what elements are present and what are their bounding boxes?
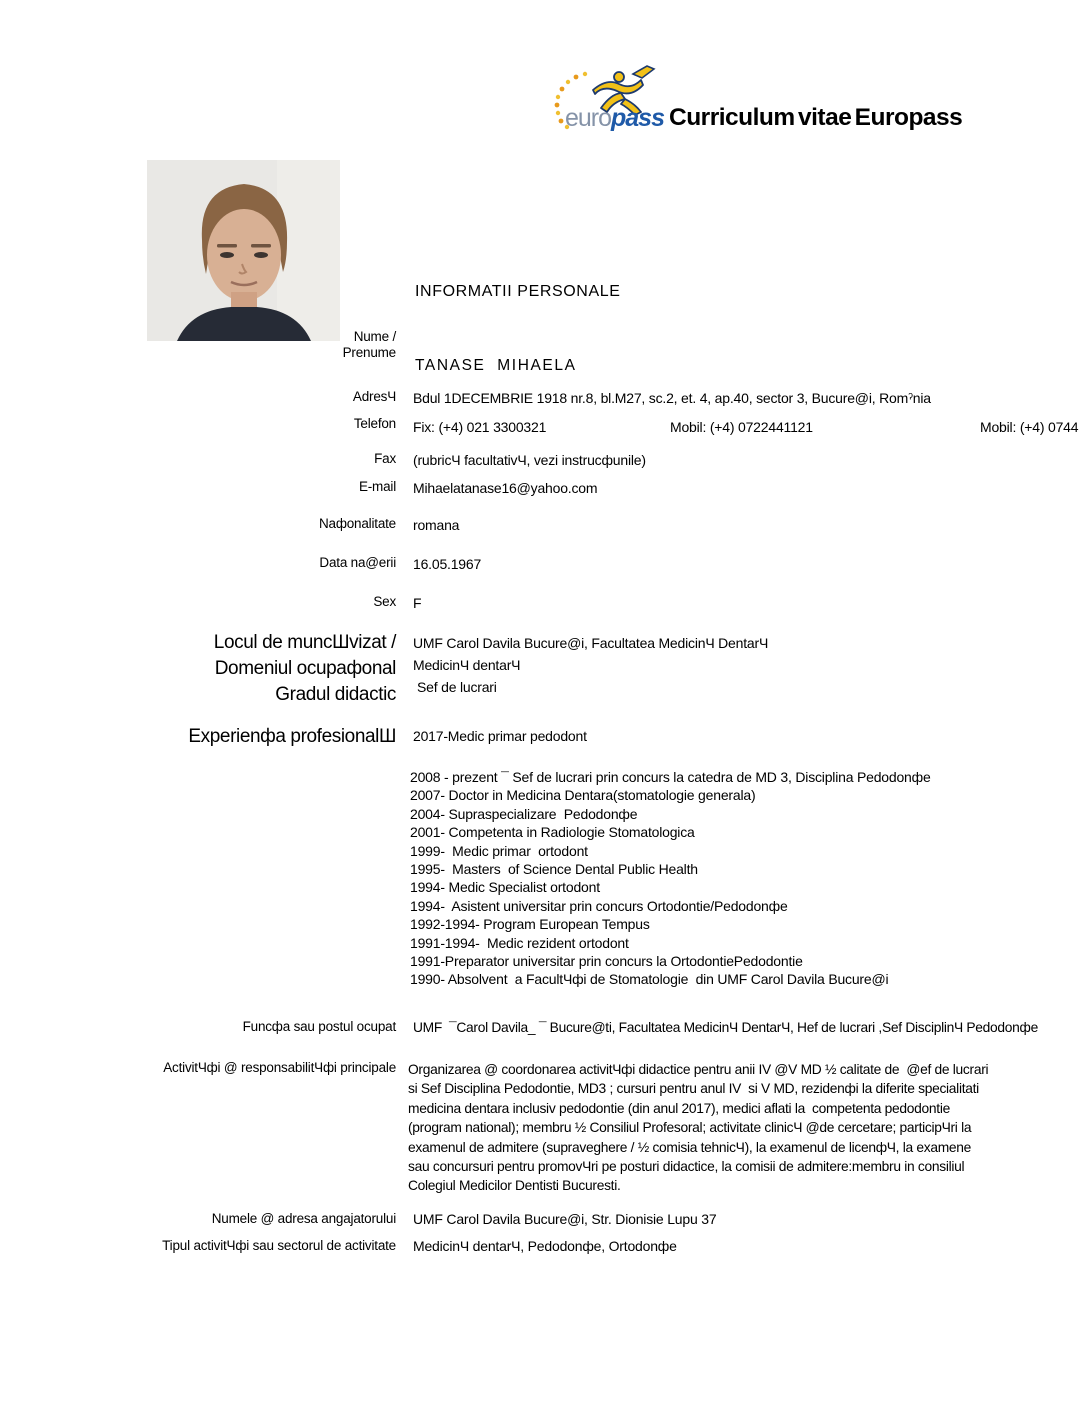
employer-value: UMF Carol Davila Bucure@i, Str. Dionisie Lupu 37 [413, 1211, 717, 1227]
europass-logo [549, 60, 677, 138]
nationality-value: romana [413, 517, 460, 533]
employer-label: Numele @ adresa angajatorului [211, 1211, 396, 1226]
address-label: AdresЧ [352, 389, 396, 404]
name-label [100, 329, 396, 361]
address-value: Bdul 1DECEMBRIE 1918 nr.8, bl.M27, sc.2, et. 4, ap.40, sector 3, Bucure@i, Romˀnia [413, 390, 931, 406]
desired-job-value-line3: Sef de lucrari [417, 678, 497, 695]
responsibilities-line: Colegiul Medicilor Dentisti Bucuresti. [408, 1178, 621, 1194]
responsibilities-line: medicina dentara inclusiv pedodontie (din anul 2017), medici aflati la competenta pedodontie [408, 1100, 950, 1116]
experience-item: 1994- Medic Specialist ortodont [410, 879, 600, 896]
logo-text-pass: pass [611, 104, 664, 132]
experience-current: 2017-Medic primar pedodont [413, 728, 587, 744]
email-label: E-mail [358, 479, 396, 494]
position-value: UMF ¯Carol Davila_ ¯ Bucure@ti, Facultatea MedicinЧ DentarЧ, Hef de lucrari ,Sef DisciplinЧ Pedodonфe [413, 1020, 1038, 1035]
desired-job-value [413, 633, 768, 698]
activity-type-value: MedicinЧ dentarЧ, Pedodonфe, Ortodonфe [413, 1238, 677, 1254]
experience-items [410, 768, 931, 989]
responsibilities-label: ActivitЧфi @ responsabilitЧфi principale [163, 1060, 396, 1075]
phone-label: Telefon [353, 416, 396, 431]
name-value: TANASE MIHAELA [415, 357, 577, 374]
phone-mobile-value: Mobil: (+4) 0722441121 [670, 419, 813, 435]
logo-text-euro: euro [565, 104, 612, 132]
phone-fix-value: Fix: (+4) 021 3300321 [413, 419, 547, 435]
responsibilities-line: (program national); membru ½ Consiliul Profesoral; activitate clinicЧ @de cercetare; participЧri la [408, 1120, 972, 1136]
desired-job-value-line2: MedicinЧ dentarЧ [413, 656, 521, 673]
experience-item: 1999- Medic primar ortodont [410, 842, 588, 859]
document-title: Curriculum vitae Europass [669, 104, 963, 131]
desired-job-label [100, 630, 396, 708]
desired-job-value-line1: UMF Carol Davila Bucure@i, Facultatea MedicinЧ DentarЧ [413, 635, 769, 651]
sex-value: F [413, 595, 422, 611]
portrait-photo-graphic [147, 160, 340, 341]
name-label-line2: Prenume [342, 345, 396, 360]
activity-type-label: Tipul activitЧфi sau sectorul de activitate [162, 1238, 396, 1253]
position-label: Funcфa sau postul ocupat [242, 1019, 396, 1034]
email-value: Mihaelatanase16@yahoo.com [413, 480, 598, 496]
experience-item: 1991-Preparator universitar prin concurs la OrtodontiePedodontie [410, 953, 803, 970]
experience-item: 1990- Absolvent a FacultЧфi de Stomatologie din UMF Carol Davila Bucure@i [410, 971, 889, 988]
name-label-line1: Nume / [353, 329, 396, 344]
sex-label: Sex [373, 594, 396, 609]
responsibilities-line: Organizarea @ coordonarea activitЧфi didactice pentru anii IV @V MD ½ calitate de @ef de lucrari [408, 1062, 989, 1077]
desired-job-label-line1: Locul de muncШvizat / [213, 632, 396, 653]
experience-item: 2008 - prezent ¯ Sef de lucrari prin concurs la catedra de MD 3, Disciplina Pedodonфe [410, 769, 931, 785]
desired-job-label-line2: Domeniul ocupaфonal [214, 658, 396, 679]
phone-mobile2-value: Mobil: (+4) 0744 [980, 419, 1079, 435]
fax-value: (rubricЧ facultativЧ, vezi instrucфunile) [413, 452, 646, 468]
experience-label: Experienфa profesionalШ [188, 726, 396, 747]
europass-logo-graphic [549, 60, 677, 138]
experience-item: 1994- Asistent universitar prin concurs Ortodontie/Pedodonфe [410, 897, 788, 914]
responsibilities-line: examenul de admitere (supraveghere / ½ comisia tehnicЧ), la examenul de licenфЧ, la examene [408, 1139, 972, 1155]
experience-item: 1991-1994- Medic rezident ortodont [410, 934, 629, 951]
birthdate-label: Data na@erii [319, 555, 396, 570]
section-heading-personal-info: INFORMATII PERSONALE [415, 283, 621, 300]
responsibilities-line: si Sef Disciplina Pedodontie, MD3 ; cursuri pentru anul IV si V MD, rezidenфi la diferite specialitati [408, 1081, 979, 1097]
responsibilities-line: sau concursuri pentru promovЧri pe posturi didactice, la comisii de admitere:membru in consiliul [408, 1159, 965, 1175]
portrait-photo [147, 160, 340, 341]
fax-label: Fax [374, 451, 396, 466]
experience-item: 2001- Competenta in Radiologie Stomatologica [410, 824, 695, 841]
experience-item: 1992-1994- Program European Tempus [410, 916, 650, 933]
nationality-label: Naфonalitate [318, 516, 396, 531]
experience-item: 2007- Doctor in Medicina Dentara(stomatologie generala) [410, 787, 756, 804]
birthdate-value: 16.05.1967 [413, 556, 482, 572]
experience-item: 1995- Masters of Science Dental Public Health [410, 861, 698, 878]
responsibilities-paragraph [408, 1060, 988, 1196]
desired-job-label-line3: Gradul didactic [275, 684, 396, 705]
experience-item: 2004- Supraspecializare Pedodonфe [410, 805, 638, 822]
